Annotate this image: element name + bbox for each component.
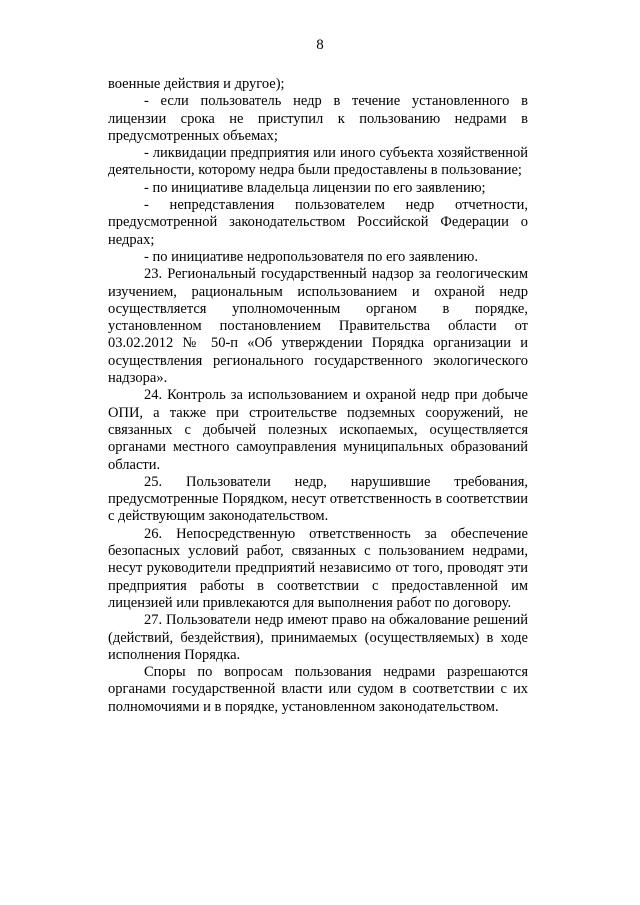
paragraph-26: 26. Непосредственную ответственность за обеспечение безопасных условий работ, связанных с пользованием недрами, несут руководители предприятий независимо от того, проводят эти предприятия работы в соответствии с предоставленной им лицензией или привлекаются для выполнения работ по договору. — [108, 525, 528, 611]
paragraph-27: 27. Пользователи недр имеют право на обжалование решений (действий, бездействия), принимаемых (осуществляемых) в ходе исполнения Порядка. — [108, 612, 528, 663]
paragraph-23: 23. Региональный государственный надзор за геологическим изучением, рациональным использованием и охраной недр осуществляется уполномоченным органом в порядке, установленном постановлением Правительства области от 03.02.2012 № 50-п «Об утверждении Порядка организации и осуществления регионального государственного экологического надзора». — [108, 266, 528, 387]
list-item-license-term: - если пользователь недр в течение установленного в лицензии срока не приступил к пользованию недрами в предусмотренных объемах; — [108, 93, 528, 144]
list-item-reporting: - непредставления пользователем недр отчетности, предусмотренной законодательством Российской Федерации о недрах; — [108, 197, 528, 248]
list-item-user-initiative: - по инициативе недропользователя по его заявлению. — [144, 248, 478, 265]
paragraph-disputes: Споры по вопросам пользования недрами разрешаются органами государственной власти или судом в соответствии с их полномочиями и в порядке, установленном законодательством. — [108, 664, 528, 715]
document-body — [108, 76, 528, 716]
paragraph-25: 25. Пользователи недр, нарушившие требования, предусмотренные Порядком, несут ответственность в соответствии с действующим законодательством. — [108, 473, 528, 525]
list-item-owner-initiative: - по инициативе владельца лицензии по его заявлению; — [144, 179, 486, 196]
paragraph-24: 24. Контроль за использованием и охраной недр при добыче ОПИ, а также при строительстве подземных сооружений, не связанных с добычей полезных ископаемых, осуществляется органами местного самоуправления муниципальных образований области. — [108, 387, 528, 473]
paragraph-continuation: военные действия и другое); — [108, 76, 285, 92]
page-number: 8 — [316, 37, 324, 53]
list-item-liquidation: - ликвидации предприятия или иного субъекта хозяйственной деятельности, которому недра были предоставлены в пользование; — [108, 145, 528, 179]
